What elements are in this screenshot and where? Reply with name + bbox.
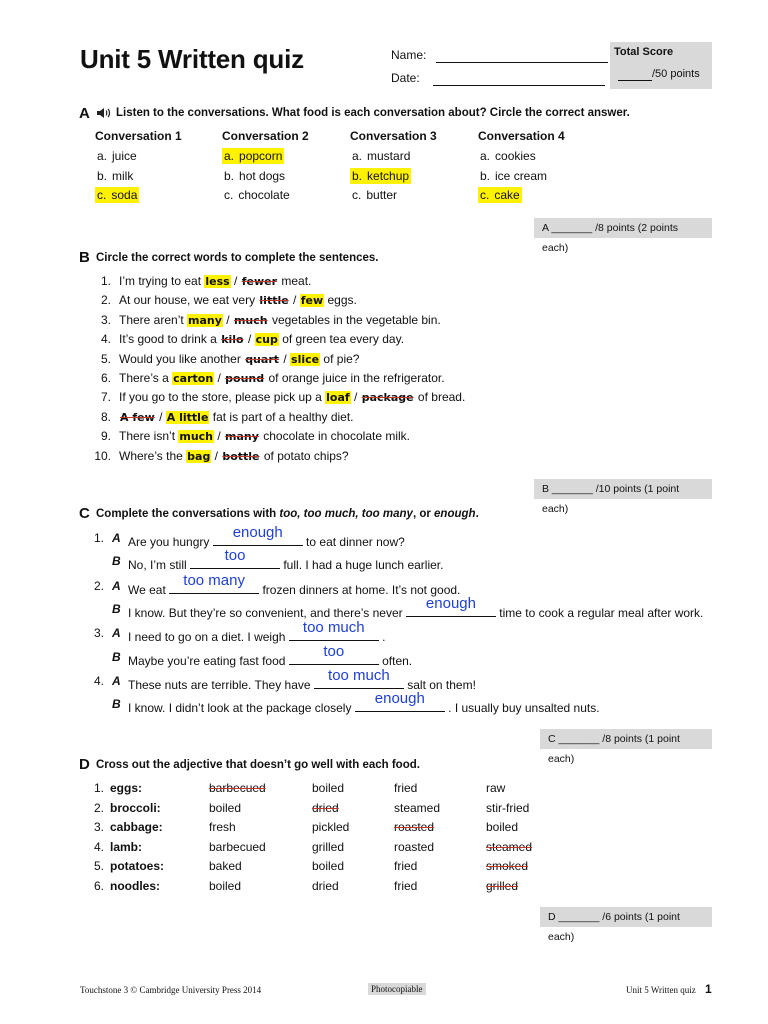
conversation-heading: Conversation 3 — [350, 129, 437, 143]
adjective[interactable]: fried — [394, 859, 418, 873]
item-number: 4. — [94, 674, 105, 688]
option-letter: b. — [352, 168, 363, 183]
section-b-score: B _______ /10 points (1 point each) — [534, 479, 712, 499]
item-number: 3. — [100, 312, 111, 327]
answer-option[interactable] — [222, 188, 292, 202]
option-text: butter — [366, 188, 398, 202]
answer-option[interactable] — [350, 188, 399, 202]
selected-word[interactable]: few — [300, 294, 324, 308]
answer-option[interactable] — [222, 169, 287, 183]
option-text: mustard — [367, 149, 411, 163]
crossed-adjective[interactable]: grilled — [486, 878, 519, 893]
adjective[interactable]: fresh — [209, 820, 236, 834]
sentence-post: chocolate in chocolate milk. — [259, 429, 410, 444]
sentence-pre: If you go to the store, please pick up a — [119, 390, 326, 405]
answer-text — [222, 168, 287, 184]
option-text: popcorn — [239, 149, 283, 163]
conversation-heading: Conversation 1 — [95, 129, 182, 143]
item-number: 3. — [94, 626, 105, 640]
dialogue-post: frozen dinners at home. It’s not good. — [259, 583, 461, 597]
footer-unit: Unit 5 Written quiz — [626, 985, 696, 995]
item-number: 7. — [100, 390, 111, 405]
adjective[interactable]: fried — [394, 878, 418, 893]
answer-option[interactable] — [350, 169, 411, 183]
option-text: soda — [111, 188, 138, 202]
food-label: potatoes: — [110, 859, 164, 873]
crossed-word[interactable]: many — [225, 430, 259, 444]
selected-word[interactable]: bag — [187, 449, 211, 463]
answer-option[interactable] — [95, 169, 135, 183]
item-number: 8. — [100, 409, 111, 424]
adjective[interactable]: raw — [486, 781, 506, 795]
crossed-word[interactable]: kilo — [221, 333, 244, 347]
name-field[interactable] — [436, 48, 608, 63]
adjective[interactable]: pickled — [312, 820, 350, 834]
food-label: eggs: — [110, 781, 143, 795]
dialogue-pre: Maybe you’re eating fast food — [128, 654, 289, 668]
section-b-letter: B — [79, 249, 90, 266]
adjective[interactable]: baked — [209, 859, 242, 873]
selected-word[interactable]: much — [179, 430, 214, 444]
selected-answer — [478, 187, 522, 203]
option-letter: b. — [480, 168, 491, 183]
sentence-pre: At our house, we eat very — [119, 293, 259, 308]
food-label: lamb: — [110, 839, 143, 854]
food-label: cabbage: — [110, 820, 163, 834]
adjective[interactable]: boiled — [209, 800, 242, 815]
sentence-post: of bread. — [414, 390, 466, 405]
option-letter: c. — [480, 188, 490, 202]
dialogue-post: salt on them! — [403, 678, 476, 692]
option-text: hot dogs — [239, 168, 286, 183]
item-number: 2. — [94, 800, 105, 815]
section-d-instruction: Cross out the adjective that doesn’t go well with each food. — [96, 759, 420, 771]
adjective[interactable]: roasted — [394, 839, 435, 854]
dialogue-line — [128, 547, 444, 572]
crossed-adjective[interactable]: smoked — [486, 859, 529, 873]
crossed-adjective[interactable]: barbecued — [209, 781, 266, 795]
slash-separator: / — [155, 409, 166, 424]
item-number: 4. — [100, 332, 111, 347]
option-text: cake — [494, 188, 520, 202]
option-letter: a. — [352, 149, 363, 163]
food-label: noodles: — [110, 878, 160, 893]
written-answer: too much — [302, 619, 365, 636]
item-number: 5. — [94, 859, 105, 873]
dialogue-post: to eat dinner now? — [302, 535, 405, 549]
option-text: juice — [112, 149, 137, 163]
sentence-line — [119, 274, 311, 288]
selected-word[interactable]: carton — [173, 372, 214, 385]
item-number: 6. — [94, 878, 105, 893]
selected-answer — [350, 168, 411, 184]
sentence-line — [119, 313, 441, 327]
section-b-instruction: Circle the correct words to complete the sentences. — [96, 252, 379, 264]
sentence-pre: There’s a — [119, 371, 173, 385]
dialogue-line — [128, 643, 413, 668]
dialogue-line — [128, 619, 386, 644]
dialogue-line — [128, 595, 704, 620]
section-a-letter: A — [79, 105, 90, 122]
section-a-score: A _______ /8 points (2 points each) — [534, 218, 712, 238]
slash-separator: / — [211, 448, 222, 463]
item-number: 9. — [100, 429, 111, 444]
answer-text — [222, 187, 292, 203]
adjective[interactable]: steamed — [394, 800, 441, 815]
slash-separator: / — [222, 312, 233, 327]
slash-separator: / — [244, 332, 255, 347]
crossed-word[interactable]: package — [361, 391, 414, 405]
slash-separator: / — [289, 293, 300, 308]
sentence-post: fat is part of a healthy diet. — [209, 409, 354, 424]
adjective[interactable]: barbecued — [209, 839, 266, 854]
slash-separator: / — [280, 351, 291, 366]
answer-blank[interactable] — [314, 667, 404, 689]
section-d-score: D _______ /6 points (1 point each) — [540, 907, 712, 927]
sentence-pre: There isn’t — [119, 429, 179, 444]
speaker-label: A — [112, 626, 121, 640]
answer-text — [95, 148, 139, 164]
answer-blank[interactable] — [355, 690, 445, 712]
sentence-post: of orange juice in the refrigerator. — [265, 371, 445, 385]
answer-text — [95, 168, 135, 184]
sentence-post: of potato chips? — [260, 448, 349, 463]
dialogue-pre: These nuts are terrible. They have — [128, 678, 314, 692]
selected-word[interactable]: A little — [166, 410, 209, 424]
adjective[interactable]: boiled — [312, 859, 345, 873]
sentence-line — [119, 371, 445, 385]
sentence-line — [119, 410, 354, 424]
slash-separator: / — [214, 371, 225, 385]
item-number: 5. — [100, 351, 111, 366]
sentence-line — [119, 449, 349, 463]
dialogue-post: time to cook a regular meal after work. — [495, 606, 704, 620]
written-answer: too much — [328, 667, 390, 684]
answer-blank[interactable] — [169, 572, 259, 594]
answer-blank[interactable] — [289, 643, 379, 665]
section-d-letter: D — [79, 756, 90, 773]
total-score-label: Total Score — [614, 46, 674, 58]
sentence-line — [119, 390, 465, 404]
answer-blank[interactable] — [213, 524, 303, 546]
selected-word[interactable]: cup — [255, 333, 278, 347]
adjective[interactable]: boiled — [209, 878, 242, 893]
option-letter: b. — [97, 168, 108, 183]
sentence-post: of green tea every day. — [278, 332, 405, 347]
dialogue-pre: Are you hungry — [128, 535, 213, 549]
written-answer: too — [323, 643, 345, 660]
adjective[interactable]: grilled — [312, 839, 345, 854]
option-letter: c. — [97, 188, 107, 202]
answer-blank[interactable] — [190, 547, 280, 569]
item-number: 4. — [94, 839, 105, 854]
sentence-line — [119, 293, 357, 307]
dialogue-pre: No, I’m still — [128, 558, 191, 572]
dialogue-post: . I usually buy unsalted nuts. — [444, 701, 600, 715]
written-answer: enough — [232, 524, 283, 541]
speaker-icon — [96, 106, 112, 123]
item-number: 10. — [94, 448, 111, 463]
option-text: milk — [112, 168, 134, 183]
dialogue-pre: I know. I didn’t look at the package closely — [128, 701, 355, 715]
option-letter: c. — [224, 188, 234, 202]
option-letter: b. — [224, 168, 235, 183]
item-number: 1. — [100, 274, 111, 288]
answer-text — [478, 148, 538, 164]
adjective[interactable]: dried — [312, 878, 339, 893]
section-a-instruction: Listen to the conversations. What food is each conversation about? Circle the correct answer. — [116, 107, 630, 119]
item-number: 1. — [94, 781, 105, 795]
sentence-post: meat. — [278, 274, 312, 288]
date-label: Date: — [391, 71, 605, 86]
option-text: chocolate — [238, 188, 290, 202]
option-text: ice cream — [495, 168, 548, 183]
answer-option[interactable] — [350, 149, 412, 163]
selected-word[interactable]: less — [205, 275, 230, 288]
speaker-label: B — [112, 554, 121, 568]
written-answer: too many — [183, 572, 245, 589]
answer-text — [350, 148, 412, 164]
option-letter: a. — [97, 149, 108, 163]
option-text: cookies — [495, 149, 536, 163]
crossed-word[interactable]: fewer — [241, 275, 278, 288]
written-answer: enough — [425, 595, 476, 612]
item-number: 1. — [94, 531, 105, 545]
item-number: 3. — [94, 820, 105, 834]
dialogue-pre: I need to go on a diet. I weigh — [128, 630, 289, 644]
conversation-heading: Conversation 2 — [222, 129, 309, 143]
written-answer: enough — [374, 690, 425, 707]
page-title: Unit 5 Written quiz — [80, 44, 304, 74]
dialogue-pre: We eat — [128, 583, 170, 597]
dialogue-post: . — [378, 630, 386, 644]
answer-option[interactable] — [95, 149, 139, 163]
sentence-pre: I’m trying to eat — [119, 274, 205, 288]
answer-option[interactable] — [478, 169, 549, 183]
section-c-letter: C — [79, 505, 90, 522]
slash-separator: / — [230, 274, 241, 288]
sentence-post: of pie? — [320, 351, 360, 366]
speaker-label: B — [112, 697, 121, 711]
answer-option[interactable] — [95, 188, 139, 202]
conversation-heading: Conversation 4 — [478, 129, 565, 143]
adjective[interactable]: stir-fried — [486, 800, 530, 815]
answer-text — [478, 168, 549, 184]
item-number: 2. — [100, 293, 111, 308]
item-number: 6. — [100, 371, 111, 385]
answer-blank[interactable] — [406, 595, 496, 617]
crossed-word[interactable]: little — [259, 294, 289, 308]
crossed-word[interactable]: quart — [245, 352, 279, 366]
answer-option[interactable] — [478, 188, 522, 202]
selected-word[interactable]: slice — [291, 352, 320, 366]
crossed-word[interactable]: bottle — [222, 449, 260, 463]
footer-photocopiable: Photocopiable — [368, 983, 426, 995]
selected-word[interactable]: loaf — [326, 391, 350, 405]
selected-word[interactable]: many — [188, 313, 222, 327]
sentence-line — [119, 332, 404, 346]
adjective[interactable]: boiled — [312, 781, 345, 795]
option-letter: c. — [352, 188, 362, 202]
speaker-label: B — [112, 602, 121, 616]
page-number: 1 — [705, 982, 712, 996]
sentence-pre: There aren’t — [119, 312, 188, 327]
item-number: 2. — [94, 579, 105, 593]
dialogue-pre: I know. But they’re so convenient, and there’s never — [128, 606, 406, 620]
option-letter: a. — [480, 149, 491, 163]
total-score-box — [610, 42, 712, 89]
speaker-label: A — [112, 674, 121, 688]
sentence-pre: It’s good to drink a — [119, 332, 221, 347]
sentence-pre: Would you like another — [119, 351, 245, 366]
answer-text — [350, 187, 399, 203]
footer-copyright: Touchstone 3 © Cambridge University Press 2014 — [80, 985, 262, 995]
crossed-adjective[interactable]: steamed — [486, 839, 533, 854]
selected-answer — [222, 148, 284, 164]
dialogue-post: often. — [378, 654, 413, 668]
speaker-label: A — [112, 531, 121, 545]
crossed-adjective[interactable]: dried — [312, 800, 339, 815]
section-c-instruction: Complete the conversations with too, too much, too many, or enough. — [96, 508, 479, 520]
written-answer: too — [224, 547, 246, 564]
total-score-value: /50 points — [618, 68, 700, 81]
option-text: ketchup — [367, 168, 410, 183]
date-field[interactable] — [433, 71, 605, 86]
dialogue-post: full. I had a huge lunch earlier. — [280, 558, 444, 572]
sentence-pre: Where’s the — [119, 448, 187, 463]
option-letter: a. — [224, 149, 235, 163]
sentence-post: eggs. — [324, 293, 357, 308]
slash-separator: / — [350, 390, 361, 405]
selected-answer — [95, 187, 139, 203]
crossed-adjective[interactable]: roasted — [394, 820, 435, 834]
sentence-line — [119, 352, 359, 366]
sentence-post: vegetables in the vegetable bin. — [268, 312, 441, 327]
crossed-word[interactable]: much — [233, 313, 268, 327]
adjective[interactable]: fried — [394, 781, 418, 795]
name-label: Name: — [391, 48, 608, 63]
adjective[interactable]: boiled — [486, 820, 519, 834]
slash-separator: / — [214, 429, 225, 444]
crossed-word[interactable]: pound — [225, 372, 265, 385]
answer-blank[interactable] — [289, 619, 379, 641]
dialogue-line — [128, 690, 600, 715]
food-label: broccoli: — [110, 800, 161, 815]
answer-option[interactable] — [222, 149, 284, 163]
speaker-label: A — [112, 579, 121, 593]
crossed-word[interactable]: A few — [120, 410, 155, 424]
section-c-score: C _______ /8 points (1 point each) — [540, 729, 712, 749]
speaker-label: B — [112, 650, 121, 664]
sentence-line — [119, 429, 410, 443]
answer-option[interactable] — [478, 149, 538, 163]
